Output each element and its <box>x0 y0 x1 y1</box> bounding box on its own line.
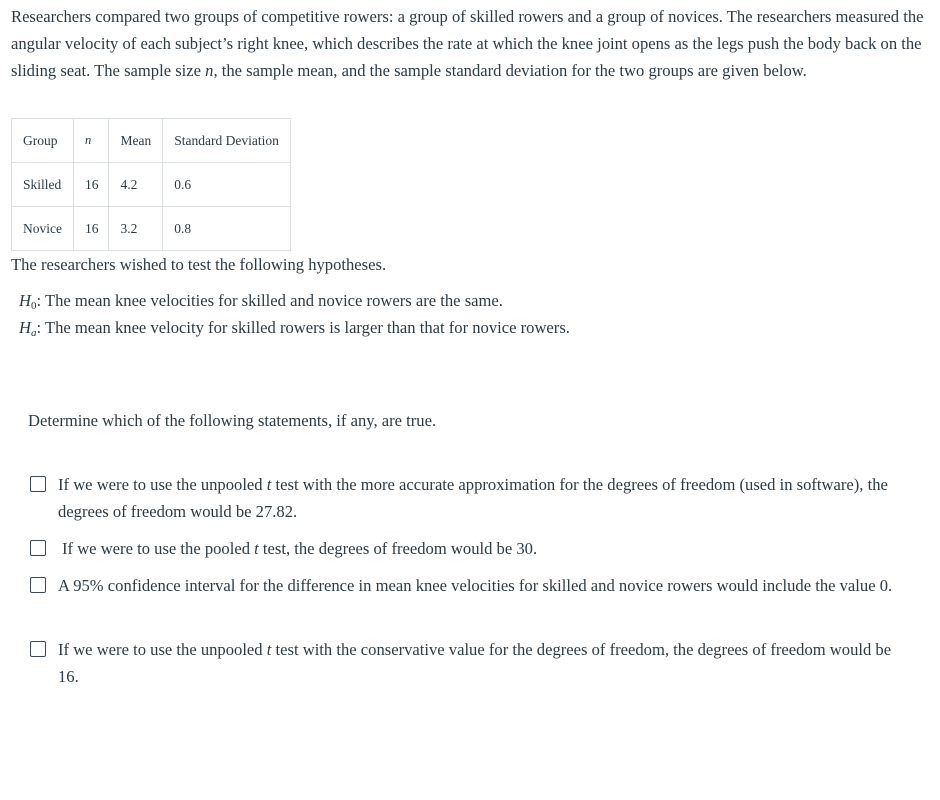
alt-text: : The mean knee velocity for skilled rowers is larger than that for novice rowers. <box>36 318 570 337</box>
option-text-end: test with the more accurate approximation for the degrees of freedom (used in software), the degrees of freedom would be 27.82. <box>58 475 888 521</box>
t-symbol: t <box>266 640 272 659</box>
option-text-end: test with the conservative value for the degrees of freedom, the degrees of freedom would be 16. <box>58 640 892 686</box>
checkbox[interactable] <box>30 476 46 492</box>
table-row <box>12 163 291 207</box>
problem-intro <box>11 3 926 84</box>
null-text: : The mean knee velocities for skilled and novice rowers are the same. <box>36 291 503 310</box>
header-mean: Mean <box>109 119 163 163</box>
option-label[interactable] <box>62 535 912 562</box>
null-subscript: 0 <box>30 300 37 312</box>
option-text: A 95% confidence interval for the difference in mean knee velocities for skilled and novice rowers would include the value 0. <box>58 576 893 595</box>
option-text-start: If we were to use the unpooled <box>58 475 267 494</box>
intro-text-1: Researchers compared two groups of competitive rowers: a group of skilled rowers and a group of novices. The researchers measured the angular velocity of each subject’s right knee, which describes the rate at which the knee joint opens as the legs push the body back on the sliding seat. The sample size <box>11 7 924 80</box>
checkbox[interactable] <box>30 577 46 593</box>
cell-n: 16 <box>73 207 109 251</box>
alt-subscript: a <box>30 327 37 339</box>
checkbox[interactable] <box>30 641 46 657</box>
cell-sd: 0.8 <box>163 207 291 251</box>
t-symbol: t <box>254 539 259 558</box>
question-prompt: Determine which of the following statements, if any, are true. <box>28 411 437 430</box>
option-label[interactable] <box>58 636 908 690</box>
table-header-row <box>12 119 291 163</box>
option-text-start: If we were to use the unpooled <box>58 640 267 659</box>
option-text-end: test, the degrees of freedom would be 30. <box>258 539 538 558</box>
option-label[interactable] <box>58 471 908 525</box>
hypotheses-intro: The researchers wished to test the following hypotheses. <box>11 255 387 274</box>
cell-group: Skilled <box>12 163 74 207</box>
option-text-start: If we were to use the pooled <box>62 539 255 558</box>
header-group: Group <box>12 119 74 163</box>
header-n: n <box>73 119 109 163</box>
alt-symbol: H <box>19 318 31 337</box>
cell-sd: 0.6 <box>163 163 291 207</box>
t-symbol: t <box>266 475 272 494</box>
header-sd: Standard Deviation <box>163 119 291 163</box>
cell-group: Novice <box>12 207 74 251</box>
checkbox[interactable] <box>30 540 46 556</box>
cell-mean: 3.2 <box>109 207 163 251</box>
cell-mean: 4.2 <box>109 163 163 207</box>
table-row <box>12 207 291 251</box>
null-symbol: H <box>19 291 31 310</box>
intro-text-2: , the sample mean, and the sample standard deviation for the two groups are given below. <box>213 61 807 80</box>
cell-n: 16 <box>73 163 109 207</box>
summary-table <box>11 118 291 251</box>
alternative-hypothesis <box>19 314 570 347</box>
option-label[interactable] <box>58 572 908 599</box>
sample-size-symbol: n <box>205 61 214 80</box>
